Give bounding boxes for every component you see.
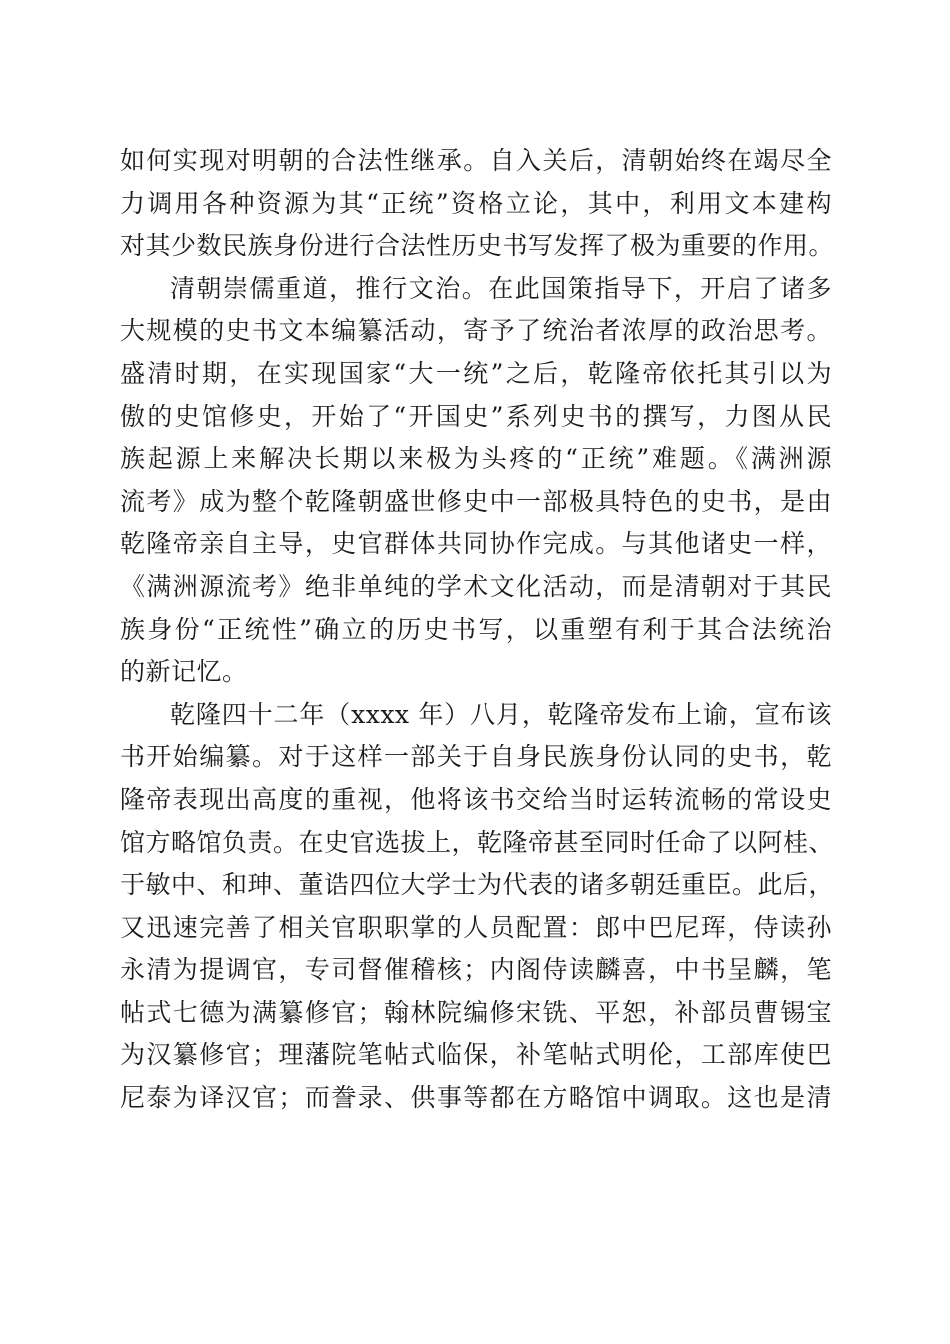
text-line: 乾隆帝亲自主导，史官群体共同协作完成。与其他诸史一样，	[120, 529, 832, 559]
text-line: 族起源上来解决长期以来极为头疼的“正统”难题。《满洲源	[120, 444, 832, 474]
text-line: 隆帝表现出高度的重视，他将该书交给当时运转流畅的常设史	[120, 784, 832, 814]
text-line: 大规模的史书文本编纂活动，寄予了统治者浓厚的政治思考。	[120, 316, 832, 346]
text-line: 如何实现对明朝的合法性继承。自入关后，清朝始终在竭尽全	[120, 146, 832, 175]
text-line: 力调用各种资源为其“正统”资格立论，其中，利用文本建构	[120, 188, 832, 218]
text-line: 又迅速完善了相关官职职掌的人员配置：郎中巴尼珲，侍读孙	[120, 912, 832, 942]
text-line: 馆方略馆负责。在史官选拔上，乾隆帝甚至同时任命了以阿桂、	[120, 827, 835, 857]
text-line: 永清为提调官，专司督催稽核；内阁侍读麟喜，中书呈麟，笔	[120, 955, 832, 985]
paragraph-start-line: 乾隆四十二年（xxxx 年）八月，乾隆帝发布上谕，宣布该	[170, 699, 832, 729]
text-line: 为汉纂修官；理藩院笔帖式临保，补笔帖式明伦，工部库使巴	[120, 1040, 832, 1070]
text-line: 书开始编纂。对于这样一部关于自身民族身份认同的史书，乾	[120, 742, 832, 772]
text-line: 尼泰为译汉官；而誊录、供事等都在方略馆中调取。这也是清	[120, 1083, 832, 1113]
paragraph-start-line: 清朝崇儒重道，推行文治。在此国策指导下，开启了诸多	[170, 273, 832, 303]
body-text	[120, 140, 835, 1120]
text-line: 对其少数民族身份进行合法性历史书写发挥了极为重要的作用。	[120, 231, 835, 261]
text-line: 《满洲源流考》绝非单纯的学术文化活动，而是清朝对于其民	[120, 571, 832, 601]
text-line: 族身份“正统性”确立的历史书写，以重塑有利于其合法统治	[120, 614, 832, 644]
paragraph-end-line: 的新记忆。	[120, 657, 248, 687]
text-line: 帖式七德为满纂修官；翰林院编修宋铣、平恕，补部员曹锡宝	[120, 997, 832, 1027]
text-line: 于敏中、和珅、董诰四位大学士为代表的诸多朝廷重臣。此后，	[120, 870, 835, 900]
text-line: 盛清时期，在实现国家“大一统”之后，乾隆帝依托其引以为	[120, 358, 832, 388]
text-line: 傲的史馆修史，开始了“开国史”系列史书的撰写，力图从民	[120, 401, 832, 431]
text-line: 流考》成为整个乾隆朝盛世修史中一部极具特色的史书，是由	[120, 486, 832, 516]
